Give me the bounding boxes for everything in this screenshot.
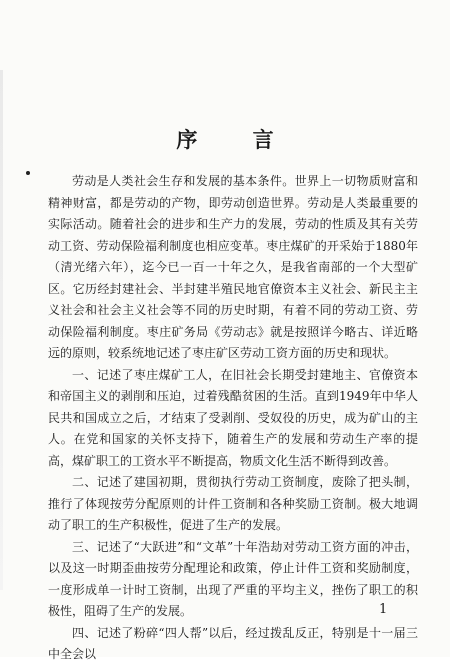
paragraph-section-3: 三、记述了“大跃进”和“文革”十年浩劫对劳动工资方面的冲击，以及这一时期歪曲按劳分配理论和政策，停止计件工资和奖励制度，一度形成单一计时工资制，出现了严重的平均主义，挫伤了职工的积极性，阻碍了生产的发展。: [48, 539, 418, 618]
paragraph-intro: 劳动是人类社会生存和发展的基本条件。世界上一切物质财富和精神财富，都是劳动的产物，即劳动创造世界。劳动是人类最重要的实际活动。随着社会的进步和生产力的发展，劳动的性质及其有关劳动工资、劳动保险福利制度也相应变革。枣庄煤矿的开采始于1880年（清光绪六年），迄今已一百一十年之久，是我省南部的一个大型矿区。它历经封建社会、半封建半殖民地官僚资本主义社会、新民主主义社会和社会主义社会等不同的历史时期，有着不同的劳动工资、劳动保险福利制度。枣庄矿务局《劳动志》就是按照详今略古、详近略远的原则，较系统地记述了枣庄矿区劳动工资方面的历史和现状。: [48, 174, 418, 360]
page-title: 序 言: [176, 127, 298, 152]
paragraph-section-4: 四、记述了粉碎“四人帮”以后，经过拨乱反正，特别是十一届三中全会以: [48, 625, 418, 661]
paragraph-section-1: 一、记述了枣庄煤矿工人，在旧社会长期受封建地主、官僚资本和帝国主义的剥削和压迫，过着残酷贫困的生活。直到1949年中华人民共和国成立之后，才结束了受剥削、受奴役的历史，成为矿山的主人。在党和国家的关怀支持下，随着生产的发展和劳动生产率的提高，煤矿职工的工资水平不断提高，物质文化生活不断得到改善。: [48, 367, 418, 468]
paragraph-section-2: 二、记述了建国初期，贯彻执行劳动工资制度，废除了把头制，推行了体现按劳分配原则的计件工资制和各种奖励工资制。极大地调动了职工的生产积极性，促进了生产的发展。: [48, 475, 418, 532]
margin-dot: [26, 171, 30, 175]
body-text: [48, 171, 418, 666]
page-number: 1: [379, 602, 388, 617]
